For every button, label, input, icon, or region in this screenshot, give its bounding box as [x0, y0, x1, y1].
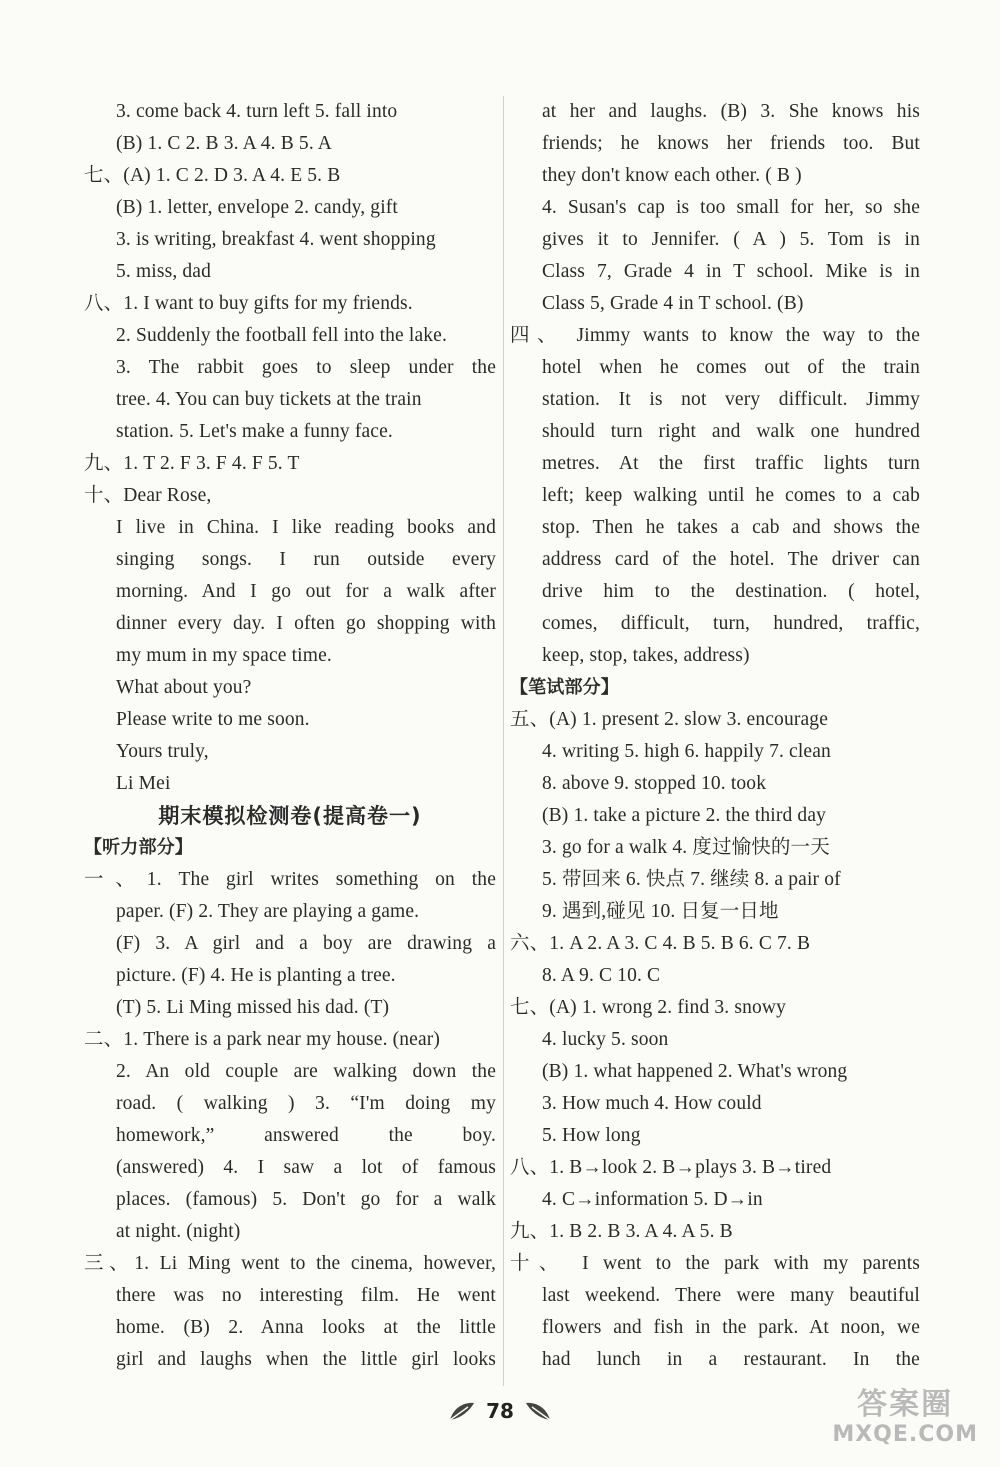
answer-line: road. ( walking ) 3. “I'm doing my: [116, 1093, 496, 1114]
answer-line: 九、1. T 2. F 3. F 4. F 5. T: [84, 453, 300, 474]
answer-line: 九、1. B 2. B 3. A 4. A 5. B: [510, 1221, 733, 1242]
answer-line: Please write to me soon.: [116, 709, 310, 730]
answer-line: 4. Susan's cap is too small for her, so she: [542, 197, 920, 218]
answer-line: metres. At the first traffic lights turn: [542, 453, 920, 474]
answer-line: morning. And I go out for a walk after: [116, 581, 496, 602]
answer-line: 4. lucky 5. soon: [542, 1029, 669, 1050]
answer-line: 3. come back 4. turn left 5. fall into: [116, 101, 398, 122]
answer-line: left; keep walking until he comes to a cab: [542, 485, 920, 506]
answer-line: singing songs. I run outside every: [116, 549, 496, 570]
answer-line: they don't know each other. ( B ): [542, 165, 802, 186]
section-heading: 【笔试部分】: [510, 677, 619, 698]
answer-line: there was no interesting film. He went: [116, 1285, 496, 1306]
answer-line: 2. Suddenly the football fell into the lake.: [116, 325, 447, 346]
answer-line: address card of the hotel. The driver can: [542, 549, 920, 570]
answer-line: What about you?: [116, 677, 252, 698]
answer-line: flowers and fish in the park. At noon, we: [542, 1317, 920, 1338]
answer-line: 8. A 9. C 10. C: [542, 965, 661, 986]
answer-line: 5. miss, dad: [116, 261, 211, 282]
answer-line: (B) 1. what happened 2. What's wrong: [542, 1061, 848, 1082]
answer-line: dinner every day. I often go shopping with: [116, 613, 496, 634]
answer-line: 八、1. I want to buy gifts for my friends.: [84, 293, 413, 314]
answer-line: 十、Dear Rose,: [84, 485, 212, 506]
answer-line: 八、1. B→look 2. B→plays 3. B→tired: [510, 1157, 832, 1178]
answer-line: 3. How much 4. How could: [542, 1093, 762, 1114]
answer-line: my mum in my space time.: [116, 645, 332, 666]
answer-line: had lunch in a restaurant. In the: [542, 1349, 920, 1370]
answer-line: 8. above 9. stopped 10. took: [542, 773, 767, 794]
answer-line: 十、 I went to the park with my parents: [510, 1253, 920, 1274]
answer-line: Class 7, Grade 4 in T school. Mike is in: [542, 261, 920, 282]
answer-line: 四、 Jimmy wants to know the way to the: [510, 325, 920, 346]
watermark-url: MXQE.COM: [832, 1422, 978, 1447]
answer-line: at her and laughs. (B) 3. She knows his: [542, 101, 920, 122]
answer-line: 9. 遇到,碰见 10. 日复一日地: [542, 901, 779, 922]
answer-line: I live in China. I like reading books and: [116, 517, 496, 538]
leaf-ornament-left-icon: [448, 1400, 476, 1422]
answer-line: keep, stop, takes, address): [542, 645, 750, 666]
answer-line: should turn right and walk one hundred: [542, 421, 920, 442]
answer-line: station. It is not very difficult. Jimmy: [542, 389, 920, 410]
answer-line: 五、(A) 1. present 2. slow 3. encourage: [510, 709, 829, 730]
answer-line: 5. 带回来 6. 快点 7. 继续 8. a pair of: [542, 869, 841, 890]
watermark-logo: 答案圈: [857, 1387, 954, 1422]
answer-line: 2. An old couple are walking down the: [116, 1061, 496, 1082]
answer-line: girl and laughs when the little girl looks: [116, 1349, 496, 1370]
answer-line: 七、(A) 1. wrong 2. find 3. snowy: [510, 997, 787, 1018]
answer-line: paper. (F) 2. They are playing a game.: [116, 901, 420, 922]
answer-line: 4. C→information 5. D→in: [542, 1189, 763, 1210]
answer-line: (B) 1. C 2. B 3. A 4. B 5. A: [116, 133, 333, 154]
answer-line: 三、1. Li Ming went to the cinema, however,: [84, 1253, 496, 1274]
answer-line: 六、1. A 2. A 3. C 4. B 5. B 6. C 7. B: [510, 933, 811, 954]
page-number: 78: [486, 1399, 514, 1423]
column-divider: [503, 96, 504, 1386]
answer-line: at night. (night): [116, 1221, 241, 1242]
answer-line: (answered) 4. I saw a lot of famous: [116, 1157, 496, 1178]
answer-line: stop. Then he takes a cab and shows the: [542, 517, 920, 538]
answer-line: Yours truly,: [116, 741, 209, 762]
answer-line: (F) 3. A girl and a boy are drawing a: [116, 933, 496, 954]
answer-line: (B) 1. letter, envelope 2. candy, gift: [116, 197, 398, 218]
watermark: [832, 1388, 978, 1448]
answer-line: gives it to Jennifer. ( A ) 5. Tom is in: [542, 229, 920, 250]
answer-line: home. (B) 2. Anna looks at the little: [116, 1317, 496, 1338]
right-column: [510, 96, 920, 1376]
answer-line: drive him to the destination. ( hotel,: [542, 581, 920, 602]
answer-line: friends; he knows her friends too. But: [542, 133, 920, 154]
answer-line: places. (famous) 5. Don't go for a walk: [116, 1189, 496, 1210]
answer-line: 4. writing 5. high 6. happily 7. clean: [542, 741, 831, 762]
leaf-ornament-right-icon: [524, 1400, 552, 1422]
answer-line: 3. The rabbit goes to sleep under the: [116, 357, 496, 378]
answer-line: 3. is writing, breakfast 4. went shopping: [116, 229, 436, 250]
answer-line: 二、1. There is a park near my house. (near): [84, 1029, 441, 1050]
answer-line: hotel when he comes out of the train: [542, 357, 920, 378]
answer-line: picture. (F) 4. He is planting a tree.: [116, 965, 396, 986]
answer-line: last weekend. There were many beautiful: [542, 1285, 920, 1306]
answer-line: 3. go for a walk 4. 度过愉快的一天: [542, 837, 830, 858]
answer-line: comes, difficult, turn, hundred, traffic,: [542, 613, 920, 634]
answer-line: 一、1. The girl writes something on the: [84, 869, 496, 890]
left-column: [84, 96, 496, 1376]
answer-line: (T) 5. Li Ming missed his dad. (T): [116, 997, 390, 1018]
section-heading: 【听力部分】: [84, 837, 193, 858]
section-title: 期末模拟检测卷(提高卷一): [158, 804, 422, 828]
answer-line: Class 5, Grade 4 in T school. (B): [542, 293, 804, 314]
answer-line: station. 5. Let's make a funny face.: [116, 421, 393, 442]
answer-line: (B) 1. take a picture 2. the third day: [542, 805, 827, 826]
answer-line: 七、(A) 1. C 2. D 3. A 4. E 5. B: [84, 165, 341, 186]
answer-line: homework,” answered the boy.: [116, 1125, 496, 1146]
answer-line: 5. How long: [542, 1125, 641, 1146]
answer-line: Li Mei: [116, 773, 171, 794]
answer-line: tree. 4. You can buy tickets at the train: [116, 389, 422, 410]
